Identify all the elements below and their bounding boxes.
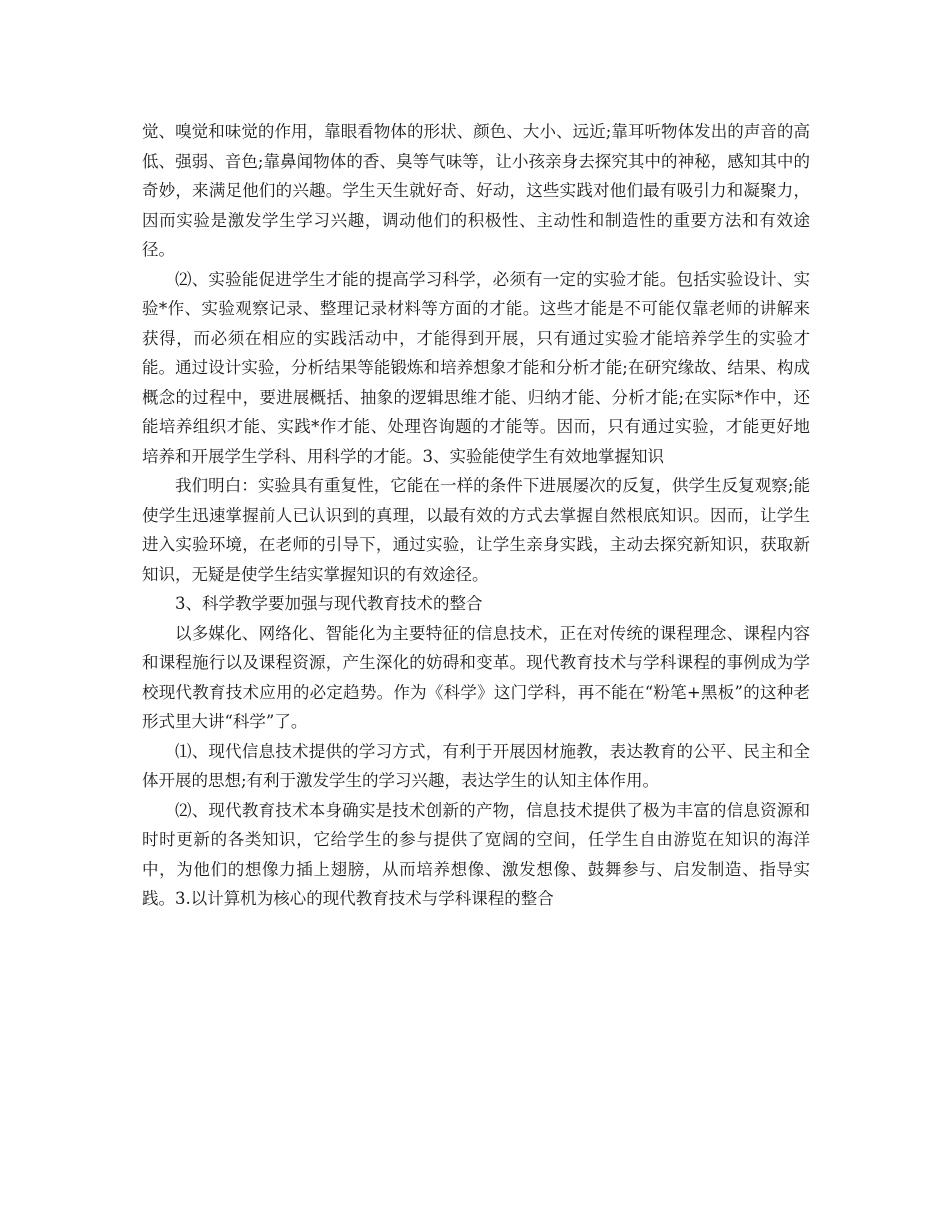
section-heading-technology-integration: 3、科学教学要加强与现代教育技术的整合	[175, 594, 483, 613]
paragraph-technology-innovation: ⑵、现代教育技术本身确实是技术创新的产物，信息技术提供了极为丰富的信息资源和时时更新的各类知识，它给学生的参与提供了宽阔的空间，任学生自由游览在知识的海洋中，为他们的想像力插上翅膀，从而培养想像、激发想像、鼓舞参与、启发制造、指导实践。3.以计算机为核心的现代教育技术与学科课程的整合	[142, 800, 810, 908]
paragraph-experiment-repeatability: 我们明白：实验具有重复性，它能在一样的条件下进展屡次的反复，供学生反复观察;能使学生迅速掌握前人已认识到的真理，以最有效的方式去掌握自然根底知识。因而，让学生进入实验环境，在老师的引导下，通过实验，让学生亲身实践，主动去探究新知识，获取新知识，无疑是使学生结实掌握知识的有效途径。	[142, 476, 810, 584]
paragraph-information-technology: 以多媒化、网络化、智能化为主要特征的信息技术，正在对传统的课程理念、课程内容和课程施行以及课程资源，产生深化的妨碍和变革。现代教育技术与学科课程的事例成为学校现代教育技术应用的必定趋势。作为《科学》这门学科，再不能在“粉笔+黑板”的这种老形式里大讲“科学”了。	[142, 623, 810, 731]
paragraph-sense-experiment: 觉、嗅觉和味觉的作用，靠眼看物体的形状、颜色、大小、远近;靠耳听物体发出的声音的高低、强弱、音色;靠鼻闻物体的香、臭等气味等，让小孩亲身去探究其中的神秘，感知其中的奇妙，来满足他们的兴趣。学生天生就好奇、好动，这些实践对他们最有吸引力和凝聚力，因而实验是激发学生学习兴趣，调动他们的积极性、主动性和制造性的重要方法和有效途径。	[142, 122, 810, 259]
paragraph-learning-modes: ⑴、现代信息技术提供的学习方式，有利于开展因材施教，表达教育的公平、民主和全体开展的思想;有利于激发学生的学习兴趣，表达学生的认知主体作用。	[142, 741, 810, 790]
paragraph-experiment-ability: ⑵、实验能促进学生才能的提高学习科学，必须有一定的实验才能。包括实验设计、实验*作、实验观察记录、整理记录材料等方面的才能。这些才能是不可能仅靠老师的讲解来获得，而必须在相应的实践活动中，才能得到开展，只有通过实验才能培养学生的实验才能。通过设计实验，分析结果等能锻炼和培养想象才能和分析才能;在研究缘故、结果、构成概念的过程中，要进展概括、抽象的逻辑思维才能、归纳才能、分析才能;在实际*作中，还能培养组织才能、实践*作才能、处理咨询题的才能等。因而，只有通过实验，才能更好地培养和开展学生学科、用科学的才能。3、实验能使学生有效地掌握知识	[142, 269, 810, 466]
document-body	[142, 117, 810, 914]
